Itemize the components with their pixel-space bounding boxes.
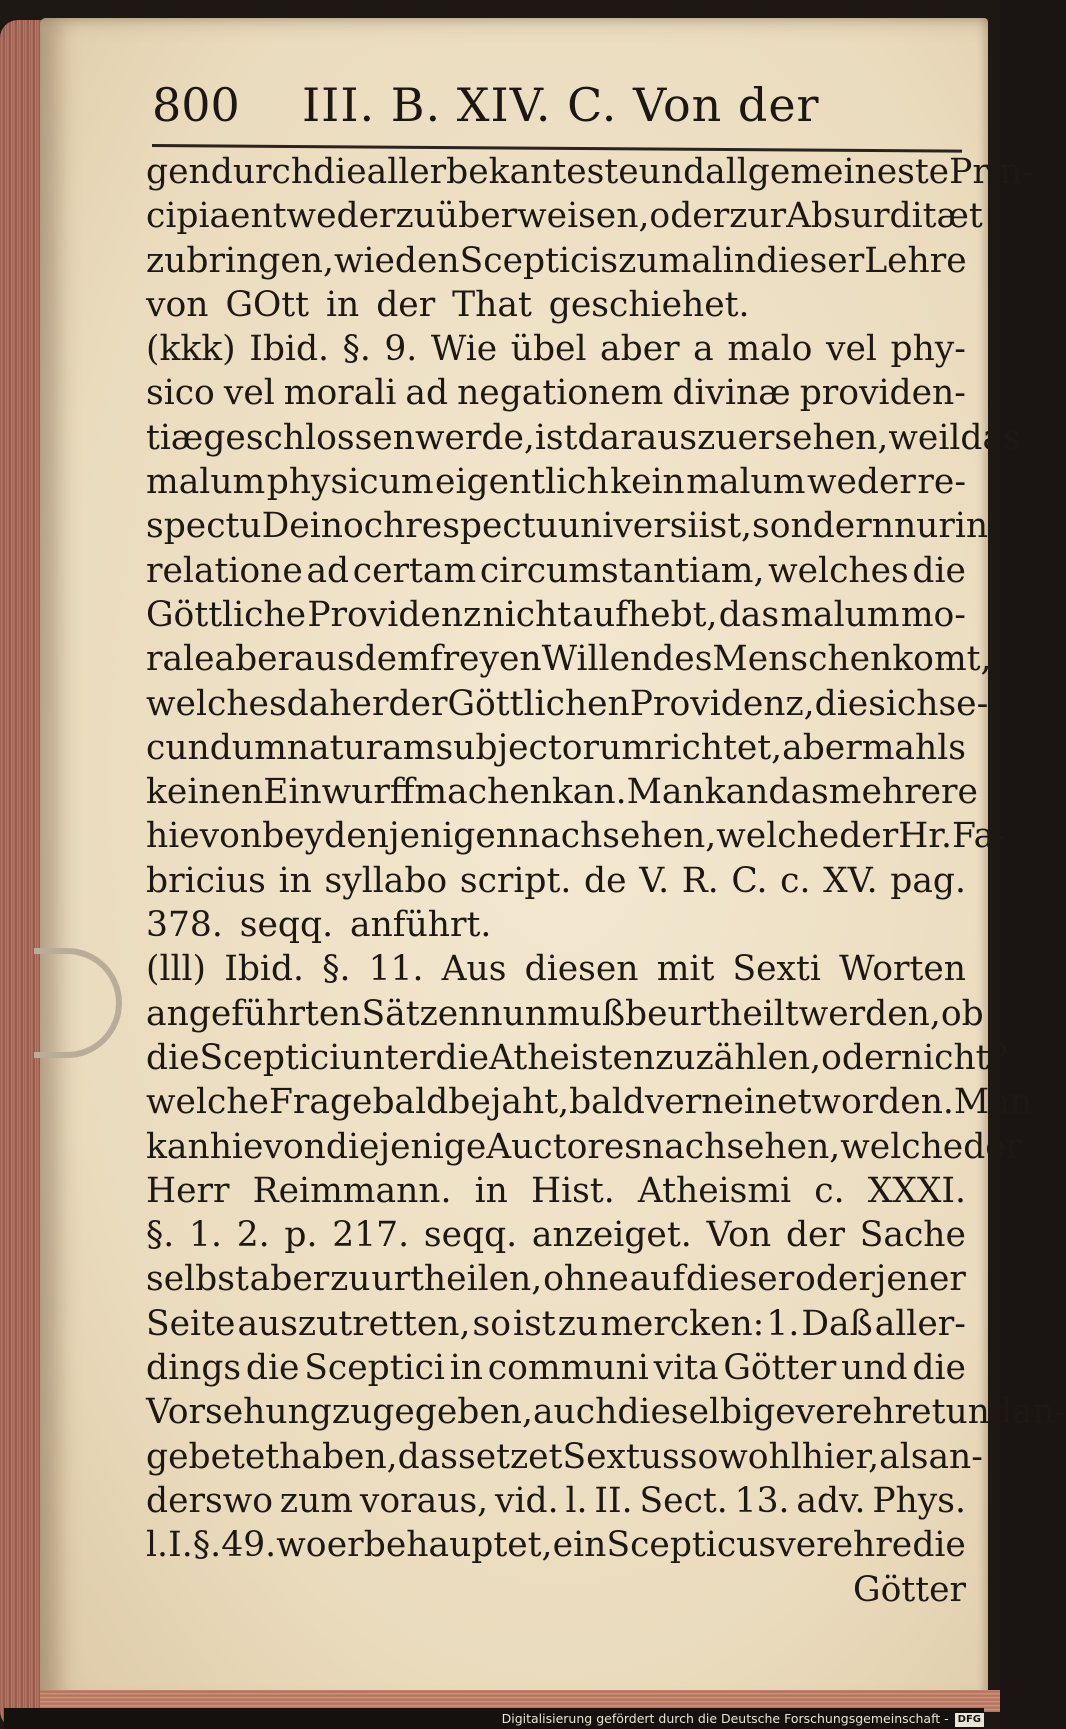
page-number: 800 (152, 78, 240, 132)
word: Frage (268, 1082, 373, 1123)
word: XV. (823, 860, 878, 901)
word: Providenz (307, 594, 482, 635)
word: ist (513, 1303, 556, 1344)
word: die (313, 152, 367, 192)
word: in (449, 1348, 484, 1389)
word: seqq. (423, 1215, 518, 1256)
word: gebetet (146, 1436, 280, 1477)
word: diejenige (325, 1126, 487, 1167)
text-line (146, 637, 992, 681)
word: zum (279, 1480, 354, 1521)
word: die (245, 1348, 300, 1389)
word: beurtheilt (625, 993, 799, 1034)
word: kein (610, 462, 685, 503)
text-line (146, 814, 1006, 858)
word: angeführten (146, 993, 362, 1034)
word: in (474, 1170, 508, 1211)
word: keinen (146, 772, 264, 813)
text-line: von GOtt in der That geschiehet. (146, 284, 750, 325)
word: nachsehen, (641, 1126, 841, 1167)
word: Reimmann. (252, 1170, 452, 1211)
word: in (954, 506, 989, 547)
word: Fa- (951, 816, 1006, 857)
word: ist (534, 417, 578, 458)
word: providen- (799, 373, 966, 414)
word: aber (214, 639, 295, 680)
word: überweisen, (435, 196, 650, 237)
word: welche (716, 816, 840, 857)
word: Aus (441, 949, 507, 990)
word: malum (146, 462, 266, 503)
word: aller- (874, 1303, 966, 1344)
word: Sache (859, 1215, 966, 1256)
word: die (435, 1037, 490, 1078)
word: Willen (541, 639, 653, 680)
text-line (146, 549, 966, 593)
word: diesen (524, 949, 639, 990)
text-line (146, 1036, 1009, 1080)
word: die (814, 683, 869, 724)
word: V. (639, 860, 670, 901)
word: kan (146, 1126, 210, 1167)
word: divinæ (672, 373, 791, 414)
word: bey (262, 816, 325, 857)
text-line (146, 371, 966, 415)
word: aufhebt, (572, 594, 718, 635)
word: c. (780, 860, 811, 901)
word: Ibid. (224, 949, 305, 990)
word: Atheisten (489, 1037, 656, 1078)
word: welche (840, 1126, 964, 1167)
word: machen (414, 772, 552, 813)
word: kan. (551, 772, 627, 813)
word: dem (354, 639, 430, 680)
word: werde, (414, 417, 535, 458)
word: die (912, 550, 966, 591)
word: nicht? (900, 1037, 1009, 1078)
word: das (960, 417, 1021, 458)
word: cundum (146, 727, 287, 768)
word: 9. (384, 329, 418, 370)
word: subjectorum (435, 727, 654, 768)
word: sich (868, 683, 939, 724)
word: Scepticis (459, 240, 619, 281)
word: Worten (839, 949, 966, 990)
word: dieselbige (617, 1392, 796, 1433)
word: malum (780, 594, 900, 635)
word: 49. (221, 1525, 277, 1566)
word: C. (731, 860, 768, 901)
word: eigentlich (435, 462, 609, 503)
word: Göttlichen (447, 683, 630, 724)
word: relatione (146, 550, 303, 591)
text-line (146, 682, 989, 726)
word: I. (168, 1525, 193, 1566)
word: welches (768, 550, 909, 591)
word: wie (333, 240, 395, 281)
word: daher (286, 683, 389, 724)
word: dings (146, 1348, 242, 1389)
word: bringen, (186, 240, 334, 281)
word: verneinet (644, 1082, 812, 1123)
word: Vorsehung (146, 1392, 332, 1433)
word: 1. (189, 1215, 222, 1256)
word: ob (940, 993, 984, 1034)
word: morali (283, 373, 397, 414)
word: bejaht, (448, 1082, 570, 1123)
word: worden. (811, 1082, 954, 1123)
word: setzet (458, 1436, 563, 1477)
text-line (146, 593, 966, 637)
word: malo (727, 329, 813, 370)
word: hievon (209, 1126, 326, 1167)
word: in (722, 240, 757, 281)
word: urtheilen, (371, 1259, 543, 1300)
running-title: III. B. XIV. C. Von der (302, 78, 820, 132)
body-text (146, 150, 1066, 1612)
digitization-footer (4, 1708, 984, 1729)
word: (lll) (146, 949, 207, 990)
word: ersehen, (737, 417, 889, 458)
word: zumal (618, 240, 723, 281)
word: mehrere (828, 772, 978, 813)
text-line (146, 504, 989, 548)
word: allerbekanteste (366, 152, 639, 192)
word: haben, (279, 1436, 398, 1477)
word: daraus (577, 417, 698, 458)
text-line (146, 947, 966, 991)
word: Man (953, 1082, 1033, 1123)
book-clip (34, 948, 122, 1058)
word: entweder (230, 196, 396, 237)
word: ad (306, 550, 350, 591)
word: adv. (796, 1480, 866, 1521)
word: zu (557, 1303, 599, 1344)
word: physicum (266, 462, 434, 503)
word: verehre (776, 1525, 913, 1566)
text-line (146, 1479, 966, 1523)
word: 2. (236, 1215, 270, 1256)
word: R. (681, 860, 719, 901)
word: übel (510, 329, 587, 370)
word: rale (146, 639, 215, 680)
word: oder (821, 1037, 901, 1078)
text-line (146, 416, 1021, 460)
word: Sexti (732, 949, 821, 990)
word: freyen (429, 639, 542, 680)
word: Phys. (872, 1480, 966, 1521)
word: kan (704, 772, 769, 813)
text-line (146, 1125, 1023, 1169)
word: bald (372, 1082, 449, 1123)
word: welche (146, 1082, 269, 1123)
word: denjenigen (324, 816, 518, 857)
word: anzeiget. (531, 1215, 692, 1256)
text-line (146, 770, 978, 814)
word: ist, (698, 506, 753, 547)
word: muß (547, 993, 626, 1034)
funding-credit: Digitalisierung gefördert durch die Deutsche Forschungsgemeinschaft - (501, 1711, 949, 1726)
word: §. (322, 949, 351, 990)
word: Sätzen (361, 993, 481, 1034)
word: Einwurff (263, 772, 415, 813)
word: Sextus (562, 1436, 680, 1477)
word: 13. (734, 1480, 790, 1521)
word: cipia (146, 196, 231, 237)
word: communi (487, 1348, 649, 1389)
word: werden, (798, 993, 941, 1034)
text-line (146, 1213, 966, 1257)
word: Dei (261, 506, 321, 547)
word: c. (814, 1170, 845, 1211)
word: Sceptici (304, 1348, 445, 1389)
text-line (146, 1346, 966, 1390)
text-line (146, 726, 966, 770)
word: II. (594, 1480, 633, 1521)
page-header (152, 78, 952, 142)
word: p. (284, 1215, 318, 1256)
word: Daß (801, 1303, 873, 1344)
text-line: 378. seqq. anführt. (146, 905, 492, 946)
word: dieser (756, 240, 865, 281)
word: malum (686, 462, 806, 503)
word: circumstantiam, (479, 550, 765, 591)
word: hier, (801, 1436, 880, 1477)
word: noch (320, 506, 406, 547)
text-line (146, 1302, 966, 1346)
word: den (394, 240, 460, 281)
word: Ibid. (249, 329, 330, 370)
word: geschlossen (203, 417, 415, 458)
word: certam (352, 550, 477, 591)
word: (kkk) (146, 329, 236, 370)
word: behauptet, (363, 1525, 553, 1566)
word: Seite (146, 1303, 236, 1344)
word: weder (806, 462, 916, 503)
word: nur (893, 506, 955, 547)
word: unter (340, 1037, 436, 1078)
word: nicht (482, 594, 572, 635)
word: und (841, 1348, 908, 1389)
word: aber (600, 329, 680, 370)
word: selbst (146, 1259, 249, 1300)
word: durch (210, 152, 314, 192)
text-line (146, 1169, 966, 1213)
word: der (839, 816, 899, 857)
word: XXXI. (867, 1170, 966, 1211)
text-line (146, 1390, 1066, 1434)
word: 11. (368, 949, 424, 990)
text-line (146, 1523, 966, 1567)
word: §. (146, 1215, 175, 1256)
word: sowohl (679, 1436, 802, 1477)
word: script. (459, 860, 572, 901)
word: welches (146, 683, 287, 724)
word: auf (629, 1259, 686, 1300)
word: de (584, 860, 627, 901)
text-line (146, 1435, 983, 1479)
text-line (146, 239, 966, 283)
word: so (472, 1303, 511, 1344)
word: Absurditæt (786, 196, 983, 237)
word: das (768, 772, 829, 813)
word: an- (928, 1436, 983, 1477)
word: Menschen (712, 639, 893, 680)
word: abermahls (782, 727, 966, 768)
word: des (652, 639, 713, 680)
word: nun (480, 993, 548, 1034)
word: Wie (430, 329, 498, 370)
text-line (146, 327, 966, 371)
word: die (912, 1348, 966, 1389)
text-line (146, 859, 966, 903)
word: mo- (900, 594, 966, 635)
word: die (912, 1525, 966, 1566)
catchword: Götter (853, 1569, 966, 1610)
word: in (278, 860, 312, 901)
word: als (879, 1436, 929, 1477)
word: ad (405, 373, 449, 414)
word: zählen, (695, 1037, 822, 1078)
word: der (388, 683, 448, 724)
text-line (146, 194, 983, 238)
word: zu (655, 1037, 696, 1078)
word: zu (697, 417, 738, 458)
word: dieser (686, 1259, 795, 1300)
word: oder (795, 1259, 875, 1300)
word: vel (825, 329, 877, 370)
word: sondern (752, 506, 894, 547)
word: auszutretten, (237, 1303, 471, 1344)
word: zu (146, 240, 187, 281)
word: §. (342, 329, 371, 370)
word: Lehre (864, 240, 967, 281)
word: vel (223, 373, 275, 414)
word: das (718, 594, 780, 635)
word: ein (552, 1525, 607, 1566)
word: zu (395, 196, 436, 237)
word: gen (146, 152, 211, 192)
word: pag. (890, 860, 966, 901)
word: zu (330, 1259, 371, 1300)
word: Scepticus (606, 1525, 777, 1566)
word: richtet, (653, 727, 783, 768)
word: Herr (146, 1170, 230, 1211)
word: der (785, 1215, 845, 1256)
word: jener (875, 1259, 966, 1300)
word: syllabo (324, 860, 448, 901)
word: verehret (795, 1392, 946, 1433)
text-line (146, 460, 966, 504)
word: l. (146, 1525, 169, 1566)
word: re- (917, 462, 966, 503)
word: Göttliche (146, 594, 307, 635)
word: Providenz, (629, 683, 815, 724)
word: hievon (146, 816, 263, 857)
dfg-logo: DFG (955, 1713, 984, 1727)
word: aus (294, 639, 355, 680)
word: auch (532, 1392, 618, 1433)
text-line (146, 1080, 1033, 1124)
word: mercken: (600, 1303, 765, 1344)
word: weil (888, 417, 961, 458)
word: universi (557, 506, 699, 547)
word: allgemeineste (705, 152, 950, 192)
word: Götter (723, 1348, 837, 1389)
word: aber (249, 1259, 330, 1300)
text-line (146, 1257, 966, 1301)
word: Von (706, 1215, 772, 1256)
word: an- (1011, 1392, 1066, 1433)
word: vita (653, 1348, 719, 1389)
word: oder (649, 196, 730, 237)
word: Hr. (898, 816, 952, 857)
word: bald (569, 1082, 645, 1123)
word: und (945, 1392, 1012, 1433)
word: 1. (766, 1303, 800, 1344)
word: tiæ (146, 417, 204, 458)
word: Hist. (531, 1170, 615, 1211)
word: naturam (286, 727, 436, 768)
text-line (146, 992, 984, 1036)
word: komt, (892, 639, 992, 680)
word: wo (276, 1525, 327, 1566)
word: Sect. (639, 1480, 728, 1521)
word: voraus, (359, 1480, 489, 1521)
word: 217. (332, 1215, 410, 1256)
word: vid. (495, 1480, 559, 1521)
word: zugegeben, (331, 1392, 533, 1433)
word: Sceptici (199, 1037, 341, 1078)
word: mit (656, 949, 715, 990)
word: derswo (146, 1480, 273, 1521)
word: a (693, 329, 714, 370)
word: respectu (405, 506, 558, 547)
word: se- (938, 683, 989, 724)
word: phy- (890, 329, 966, 370)
word: Prin- (949, 152, 1034, 192)
word: der (963, 1126, 1023, 1167)
word: Atheismi (637, 1170, 792, 1211)
word: Man (626, 772, 705, 813)
word: negationem (457, 373, 664, 414)
word: das (397, 1436, 458, 1477)
word: spectu (146, 506, 262, 547)
word: bricius (146, 860, 266, 901)
text-line (146, 150, 1034, 194)
word: §. (192, 1525, 222, 1566)
word: zur (729, 196, 787, 237)
word: er (326, 1525, 364, 1566)
word: ohne (543, 1259, 629, 1300)
word: l. (565, 1480, 588, 1521)
word: Auctores (486, 1126, 642, 1167)
word: die (146, 1037, 200, 1078)
word: und (638, 152, 706, 192)
word: nachsehen, (517, 816, 717, 857)
word: sico (146, 373, 215, 414)
